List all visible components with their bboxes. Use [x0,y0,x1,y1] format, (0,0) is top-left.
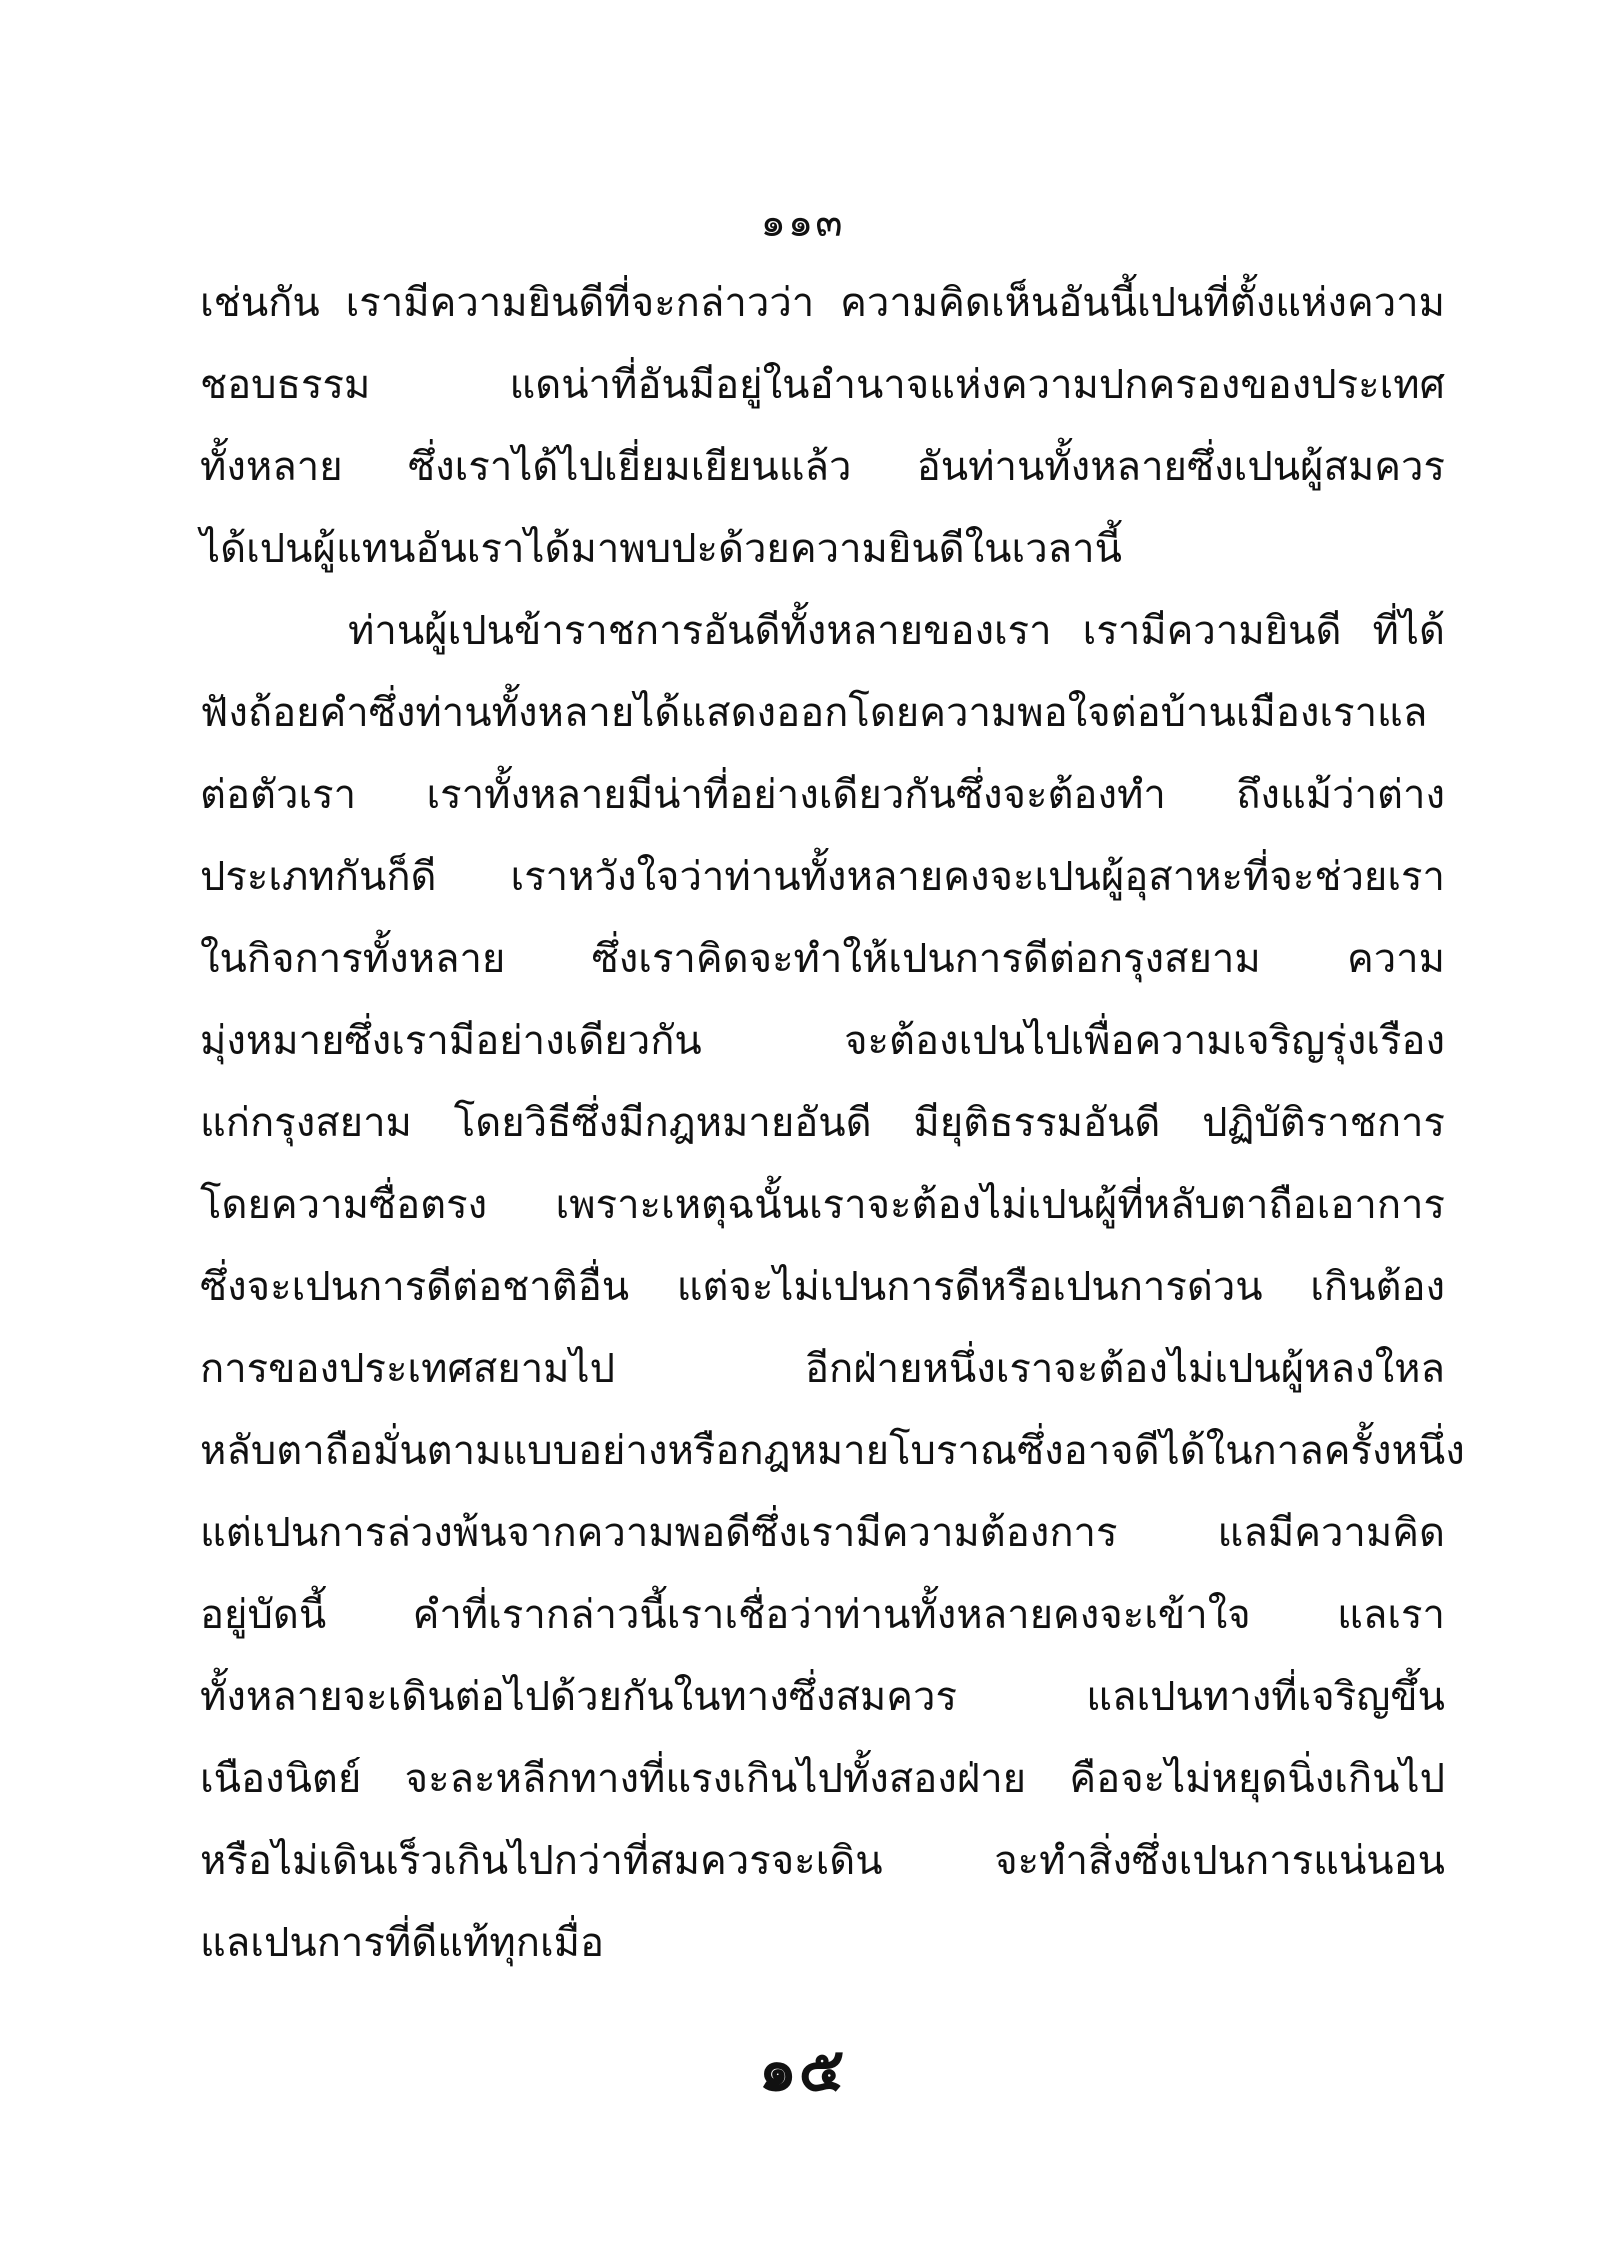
text-line [200,1738,1445,1820]
text-line [200,1902,1445,1984]
text-segment: ประเภทกันก็ดี [200,854,437,900]
text-segment: มุ่งหมายซึ่งเรามีอย่างเดียวกัน [200,1018,702,1064]
text-line [200,1820,1445,1902]
text-segment: ได้เปนผู้แทนอันเราได้มาพบปะด้วยความยินดีในเวลานี้ [200,526,1122,572]
text-segment: ฟังถ้อยคำซึ่งท่านทั้งหลายได้แสดงออกโดยความพอใจต่อบ้านเมืองเราแล [200,690,1428,736]
text-line [200,508,1445,590]
text-line [200,1082,1445,1164]
text-segment: แลมีความคิด [1217,1510,1445,1556]
bottom-page-number: ๑๕ [758,2035,847,2105]
text-line [200,1328,1445,1410]
text-segment: อันท่านทั้งหลายซึ่งเปนผู้สมควร [916,444,1445,490]
text-segment: จะทำสิ่งซึ่งเปนการแน่นอน [994,1838,1445,1884]
text-segment: แลเปนการที่ดีแท้ทุกเมื่อ [200,1920,605,1966]
text-segment: โดยความซื่อตรง [200,1182,488,1228]
text-segment: ซึ่งจะเปนการดีต่อชาติอื่น [200,1264,630,1310]
text-line [200,590,1445,672]
text-line [200,754,1445,836]
text-segment: การของประเทศสยามไป [200,1346,616,1392]
text-segment: ทั้งหลาย [200,444,343,490]
text-segment: แต่จะไม่เปนการดีหรือเปนการด่วน [676,1264,1263,1310]
text-segment: เช่นกัน [200,280,320,326]
text-segment: แดน่าที่อันมีอยู่ในอำนาจแห่งความปกครองของประเทศ [509,362,1445,408]
text-line [200,262,1445,344]
text-segment: เพราะเหตุฉนั้นเราจะต้องไม่เปนผู้ที่หลับตาถือเอาการ [555,1182,1445,1228]
text-line [200,1164,1445,1246]
text-segment: เรามีความยินดีที่จะกล่าวว่า [345,280,815,326]
text-segment: ในกิจการทั้งหลาย [200,936,506,982]
text-segment: เราหวังใจว่าท่านทั้งหลายคงจะเปนผู้อุสาหะที่จะช่วยเรา [510,854,1445,900]
text-segment: โดยวิธีซึ่งมีกฎหมายอันดี [453,1100,872,1146]
text-segment: จะต้องเปนไปเพื่อความเจริญรุ่งเรือง [844,1018,1445,1064]
text-segment: ต่อตัวเรา [200,772,357,818]
text-segment: ซึ่งเราได้ไปเยี่ยมเยียนแล้ว [407,444,852,490]
text-segment: ถึงแม้ว่าต่าง [1236,772,1445,818]
body-text [200,262,1465,1984]
text-segment: หรือไม่เดินเร็วเกินไปกว่าที่สมควรจะเดิน [200,1838,883,1884]
text-line [200,672,1445,754]
text-line [200,1574,1445,1656]
text-segment: แก่กรุงสยาม [200,1100,412,1146]
text-segment: แต่เปนการล่วงพ้นจากความพอดีซึ่งเรามีความต้องการ [200,1510,1118,1556]
text-line [200,1000,1445,1082]
top-page-number: ๑๑๓ [760,200,845,246]
text-segment: ท่านผู้เปนข้าราชการอันดีทั้งหลายของเรา [348,608,1052,654]
text-line [200,344,1445,426]
text-segment: เกินต้อง [1310,1264,1445,1310]
text-segment: หลับตาถือมั่นตามแบบอย่างหรือกฎหมายโบราณซึ่งอาจดีได้ในกาลครั้งหนึ่ง [200,1428,1465,1474]
text-segment: ความ [1346,936,1445,982]
text-segment: มียุติธรรมอันดี [913,1100,1161,1146]
text-line [200,1492,1445,1574]
text-segment: แลเรา [1337,1592,1445,1638]
text-line [200,1656,1445,1738]
text-segment: ซึ่งเราคิดจะทำให้เปนการดีต่อกรุงสยาม [591,936,1261,982]
text-line [200,1410,1465,1492]
text-segment: ปฏิบัติราชการ [1202,1100,1445,1146]
text-line [200,1246,1445,1328]
text-segment: เรามีความยินดี [1082,608,1342,654]
text-segment: ชอบธรรม [200,362,371,408]
text-segment: จะละหลีกทางที่แรงเกินไปทั้งสองฝ่าย [404,1756,1027,1802]
text-segment: ความคิดเห็นอันนี้เปนที่ตั้งแห่งความ [840,280,1445,326]
text-segment: คำที่เรากล่าวนี้เราเชื่อว่าท่านทั้งหลายคงจะเข้าใจ [412,1592,1251,1638]
text-segment: ทั้งหลายจะเดินต่อไปด้วยกันในทางซึ่งสมควร [200,1674,957,1720]
text-segment: คือจะไม่หยุดนิ่งเกินไป [1069,1756,1445,1802]
text-segment: แลเปนทางที่เจริญขึ้น [1086,1674,1445,1720]
text-line [200,836,1445,918]
text-segment: อยู่บัดนี้ [200,1592,327,1638]
text-segment: เนืองนิตย์ [200,1756,362,1802]
text-segment: เราทั้งหลายมีน่าที่อย่างเดียวกันซึ่งจะต้องทำ [426,772,1166,818]
text-line [200,918,1445,1000]
text-line [200,426,1445,508]
text-segment: ที่ได้ [1372,608,1445,654]
text-segment: อีกฝ่ายหนึ่งเราจะต้องไม่เปนผู้หลงใหล [804,1346,1445,1392]
